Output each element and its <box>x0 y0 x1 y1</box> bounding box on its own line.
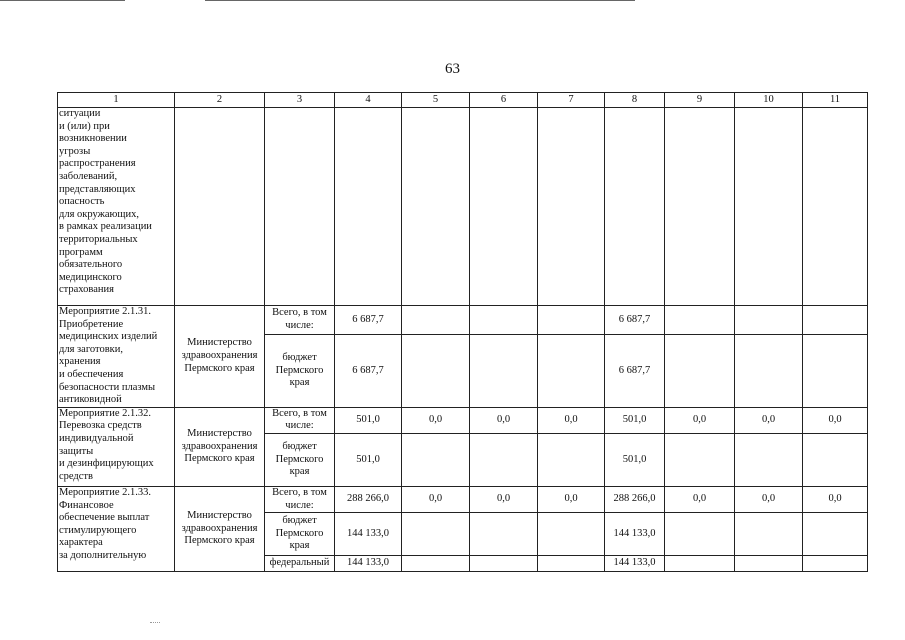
value-cell: 6 687,7 <box>605 335 665 408</box>
column-header: 2 <box>175 93 265 108</box>
value-cell <box>665 433 735 486</box>
value-cell <box>665 335 735 408</box>
column-header: 10 <box>735 93 803 108</box>
value-cell <box>665 306 735 335</box>
measure-title: Мероприятие 2.1.32. Перевозка средств индивидуальной защиты и дезинфицирующих средств <box>58 407 175 486</box>
value-cell: 0,0 <box>538 486 605 512</box>
value-cell: 0,0 <box>665 407 735 433</box>
page-number: 63 <box>445 61 460 77</box>
column-header: 8 <box>605 93 665 108</box>
value-cell: 0,0 <box>803 486 868 512</box>
value-cell <box>735 433 803 486</box>
value-cell <box>803 433 868 486</box>
column-header: 3 <box>265 93 335 108</box>
value-cell <box>538 335 605 408</box>
column-header: 7 <box>538 93 605 108</box>
value-cell <box>803 306 868 335</box>
funding-source: бюджет Пермского края <box>265 433 335 486</box>
top-edge-rule <box>205 0 635 1</box>
value-cell <box>402 306 470 335</box>
value-cell: 6 687,7 <box>335 335 402 408</box>
column-header: 1 <box>58 93 175 108</box>
value-cell <box>470 306 538 335</box>
top-edge-rule <box>0 0 125 1</box>
value-cell <box>735 306 803 335</box>
ministry-name: Министерство здравоохранения Пермского края <box>175 306 265 408</box>
funding-source: Всего, в том числе: <box>265 486 335 512</box>
table-row <box>58 306 868 335</box>
value-cell: 0,0 <box>735 407 803 433</box>
value-cell <box>538 306 605 335</box>
funding-source: Всего, в том числе: <box>265 306 335 335</box>
value-cell <box>803 335 868 408</box>
funding-source: бюджет Пермского края <box>265 335 335 408</box>
value-cell: 6 687,7 <box>335 306 402 335</box>
value-cell <box>470 335 538 408</box>
table-body <box>58 108 868 572</box>
value-cell <box>665 556 735 572</box>
ministry-name: Министерство здравоохранения Пермского края <box>175 486 265 571</box>
table-row <box>58 407 868 433</box>
value-cell <box>402 513 470 556</box>
value-cell: 0,0 <box>470 486 538 512</box>
value-cell <box>538 433 605 486</box>
value-cell: 0,0 <box>735 486 803 512</box>
budget-table <box>57 92 868 572</box>
value-cell <box>470 433 538 486</box>
funding-source: Всего, в том числе: <box>265 407 335 433</box>
value-cell <box>538 513 605 556</box>
column-header: 5 <box>402 93 470 108</box>
value-cell <box>402 433 470 486</box>
column-number-row <box>58 93 868 108</box>
value-cell: 501,0 <box>605 433 665 486</box>
value-cell: 0,0 <box>402 486 470 512</box>
value-cell <box>470 556 538 572</box>
value-cell <box>735 513 803 556</box>
funding-source: федеральный <box>265 556 335 572</box>
value-cell: 501,0 <box>335 407 402 433</box>
value-cell <box>735 556 803 572</box>
ministry-name: Министерство здравоохранения Пермского края <box>175 407 265 486</box>
column-header: 6 <box>470 93 538 108</box>
value-cell: 6 687,7 <box>605 306 665 335</box>
value-cell <box>538 556 605 572</box>
value-cell: 144 133,0 <box>605 513 665 556</box>
value-cell: 0,0 <box>538 407 605 433</box>
funding-source: бюджет Пермского края <box>265 513 335 556</box>
measure-title: Мероприятие 2.1.31. Приобретение медицинских изделий для заготовки, хранения и обеспечения безопасности плазмы антиковидной <box>58 306 175 408</box>
value-cell <box>470 513 538 556</box>
value-cell <box>735 335 803 408</box>
value-cell: 144 133,0 <box>335 556 402 572</box>
column-header: 9 <box>665 93 735 108</box>
value-cell: 501,0 <box>605 407 665 433</box>
value-cell <box>803 513 868 556</box>
column-header: 4 <box>335 93 402 108</box>
value-cell: 144 133,0 <box>605 556 665 572</box>
value-cell <box>402 556 470 572</box>
value-cell <box>665 513 735 556</box>
value-cell: 0,0 <box>803 407 868 433</box>
value-cell: 0,0 <box>470 407 538 433</box>
column-header: 11 <box>803 93 868 108</box>
value-cell <box>402 335 470 408</box>
value-cell: 501,0 <box>335 433 402 486</box>
value-cell <box>803 556 868 572</box>
measure-title: Мероприятие 2.1.33. Финансовое обеспечение выплат стимулирующего характера за дополнительную <box>58 486 175 571</box>
value-cell: 0,0 <box>665 486 735 512</box>
value-cell: 288 266,0 <box>335 486 402 512</box>
value-cell: 0,0 <box>402 407 470 433</box>
value-cell: 288 266,0 <box>605 486 665 512</box>
continuation-row <box>58 108 868 306</box>
value-cell: 144 133,0 <box>335 513 402 556</box>
scan-mark <box>150 622 160 623</box>
table-row <box>58 486 868 512</box>
continuation-text: ситуации и (или) при возникновении угрозы распространения заболеваний, представляющих опасность для окружающих, в рамках реализации территориальных программ обязательного медицинского страхования <box>58 108 175 306</box>
